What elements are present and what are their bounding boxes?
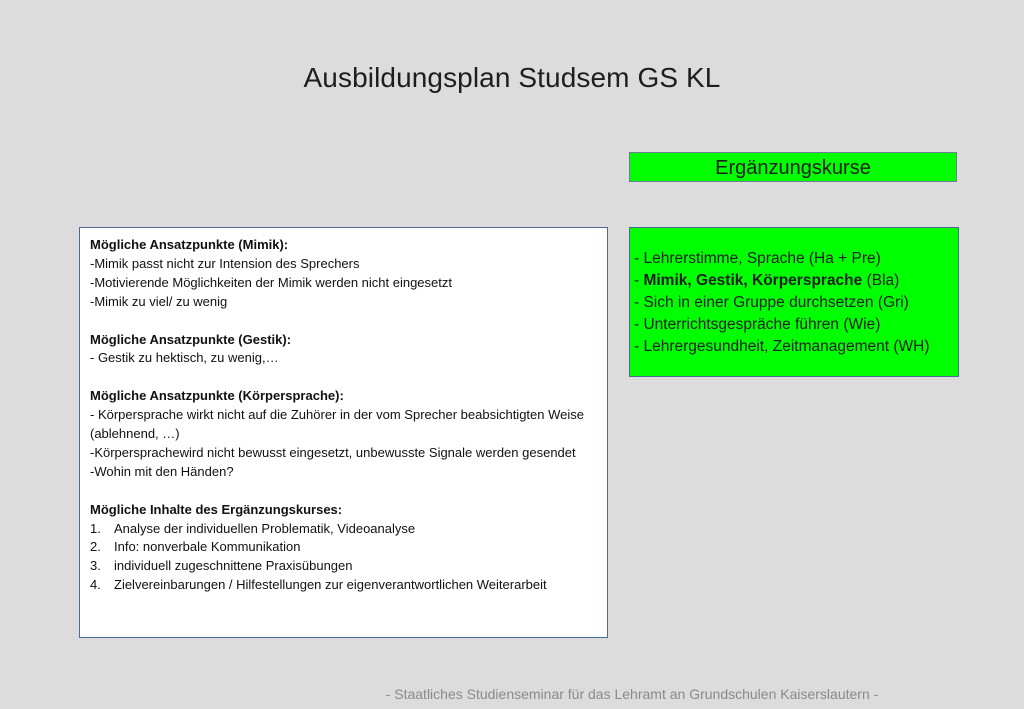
mimik-line: -Motivierende Möglichkeiten der Mimik werden nicht eingesetzt [90, 274, 452, 290]
gestik-line: - Gestik zu hektisch, zu wenig,… [90, 350, 279, 366]
course-item: - Sich in einer Gruppe durchsetzen (Gri) [634, 294, 909, 311]
gestik-heading: Mögliche Ansatzpunkte (Gestik): [90, 331, 292, 347]
mimik-heading: Mögliche Ansatzpunkte (Mimik): [90, 237, 289, 252]
supplementary-courses-header: Ergänzungskurse [629, 152, 957, 182]
course-item: - Mimik, Gestik, Körpersprache (Bla) [634, 272, 900, 289]
mimik-line: -Mimik passt nicht zur Intension des Sprechers [90, 255, 360, 271]
course-item: - Lehrerstimme, Sprache (Ha + Pre) [634, 250, 881, 267]
list-item: 3. individuell zugeschnittene Praxisübungen [90, 558, 353, 574]
mimik-line: -Mimik zu viel/ zu wenig [90, 293, 228, 309]
koerpersprache-heading: Mögliche Ansatzpunkte (Körpersprache): [90, 388, 344, 404]
list-item: 4. Zielvereinbarungen / Hilfestellungen zur eigenverantwortlichen Weiterarbeit [90, 577, 547, 593]
koerpersprache-line: -Körpersprachewird nicht bewusst eingesetzt, unbewusste Signale werden gesendet [90, 444, 576, 460]
supplementary-courses-list [629, 227, 959, 377]
course-contents-list [90, 520, 597, 596]
course-item: - Unterrichtsgespräche führen (Wie) [634, 316, 881, 333]
course-contents-heading: Mögliche Inhalte des Ergänzungskurses: [90, 501, 343, 517]
koerpersprache-line: -Wohin mit den Händen? [90, 463, 234, 479]
list-item: 2. Info: nonverbale Kommunikation [90, 539, 301, 555]
koerpersprache-line: - Körpersprache wirkt nicht auf die Zuhörer in der vom Sprecher beabsichtigten Weise (ablehnend, …) [90, 407, 584, 442]
list-item: 1. Analyse der individuellen Problematik, Videoanalyse [90, 520, 416, 536]
approach-points-box [79, 227, 608, 638]
footer: - Staatliches Studienseminar für das Lehramt an Grundschulen Kaiserslautern - [385, 686, 879, 702]
course-item: - Lehrergesundheit, Zeitmanagement (WH) [634, 338, 930, 355]
page-title: Ausbildungsplan Studsem GS KL [303, 62, 721, 93]
